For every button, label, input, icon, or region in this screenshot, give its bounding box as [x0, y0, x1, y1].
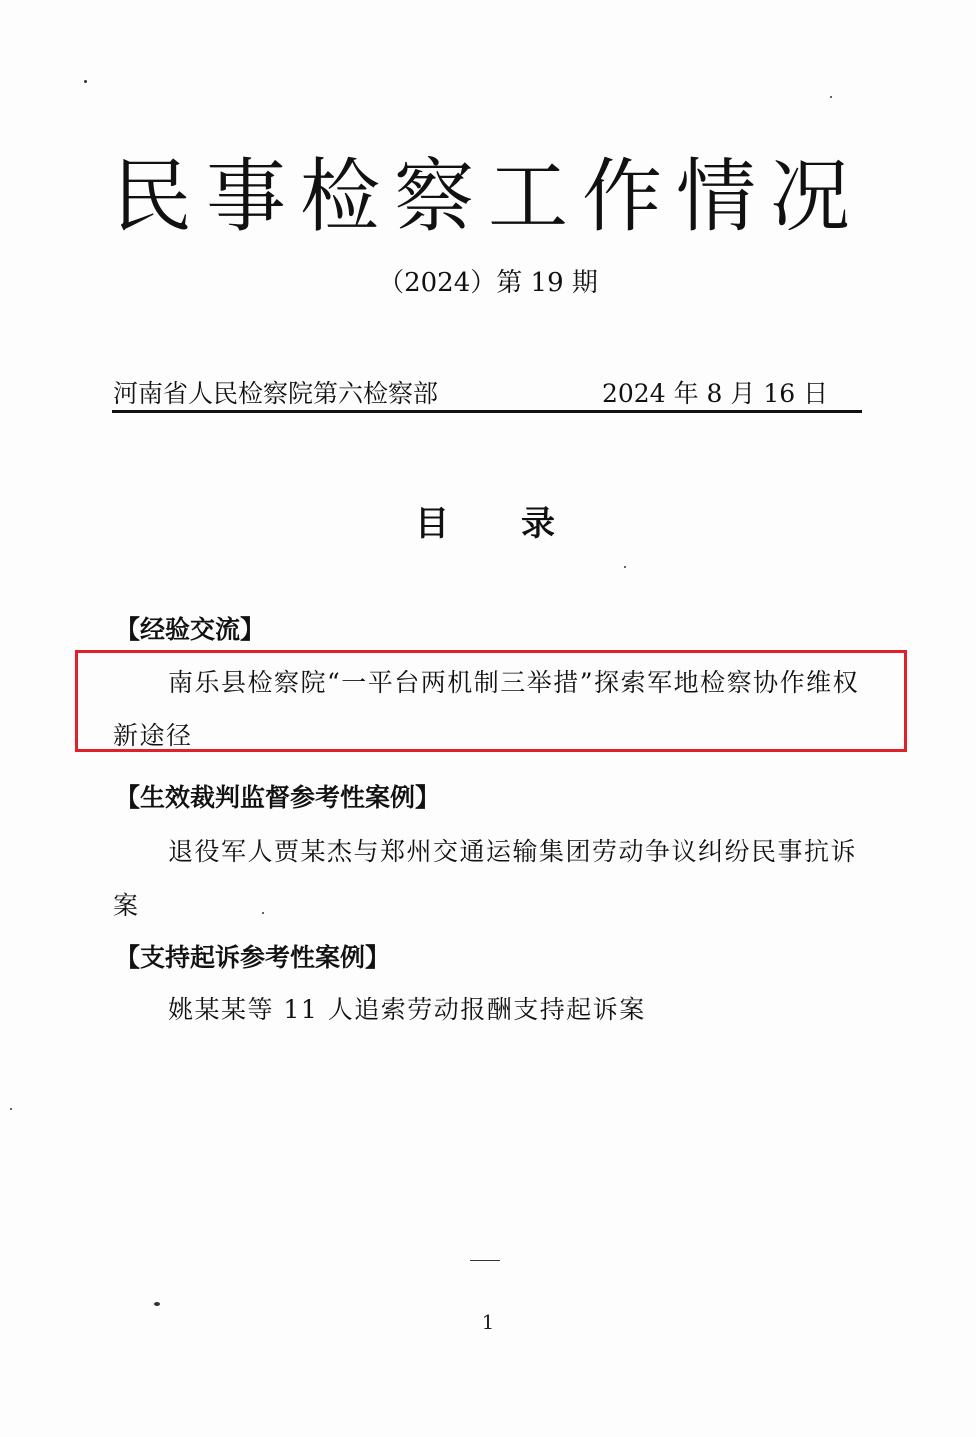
- scan-speck: [154, 1302, 160, 1306]
- issue-number: （2024）第 19 期: [378, 268, 598, 298]
- scan-speck: [262, 912, 264, 914]
- header-rule: [112, 410, 862, 413]
- toc-entry-line[interactable]: 南乐县检察院“一平台两机制三举措”探索军地检察协作维权: [168, 668, 860, 697]
- section-heading-experience: 【经验交流】: [115, 615, 266, 644]
- issuing-organization: 河南省人民检察院第六检察部: [113, 379, 439, 408]
- scan-speck: [470, 1260, 500, 1261]
- page-number: 1: [481, 1310, 495, 1334]
- document-title: 民事检察工作情况: [112, 150, 864, 243]
- section-heading-judgment-supervision: 【生效裁判监督参考性案例】: [115, 783, 441, 812]
- toc-title: 目录: [415, 504, 627, 544]
- scan-speck: [10, 1108, 12, 1110]
- scan-speck: [84, 80, 87, 83]
- scan-speck: [624, 566, 626, 568]
- toc-entry-line[interactable]: 新途径: [113, 721, 193, 750]
- issue-date: 2024 年 8 月 16 日: [602, 379, 829, 408]
- toc-entry-line[interactable]: 姚某某等 11 人追索劳动报酬支持起诉案: [168, 995, 646, 1024]
- toc-entry-line[interactable]: 退役军人贾某杰与郑州交通运输集团劳动争议纠纷民事抗诉: [168, 837, 858, 866]
- section-heading-support-prosecution: 【支持起诉参考性案例】: [115, 943, 391, 972]
- scan-speck: [830, 96, 832, 98]
- toc-entry-line[interactable]: 案: [113, 891, 140, 920]
